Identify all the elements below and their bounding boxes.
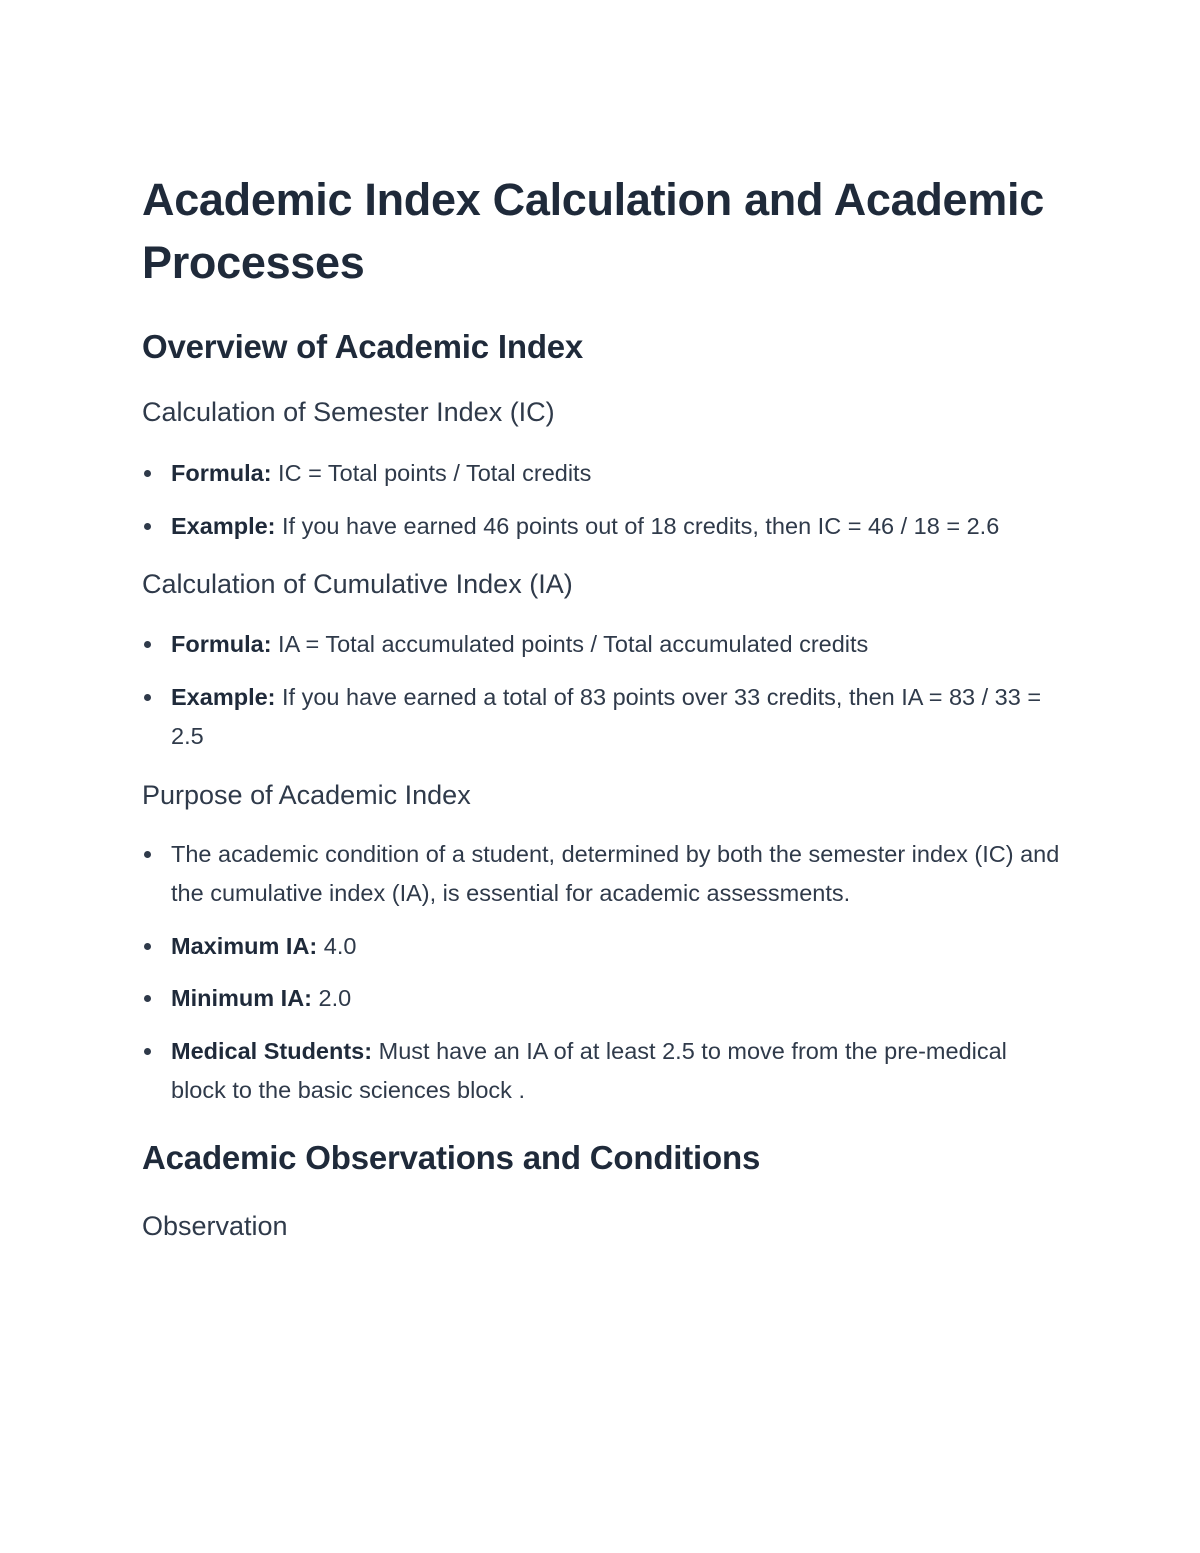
item-label: Minimum IA:	[171, 985, 312, 1011]
list-item	[142, 454, 1062, 494]
item-text: 4.0	[317, 932, 357, 959]
document-page	[142, 168, 1062, 1244]
subheading-cumulative-index: Calculation of Cumulative Index (IA)	[142, 569, 573, 599]
purpose-list	[142, 835, 1062, 1111]
item-text: Must have an IA of at least 2.5 to move from the pre-medical block to the basic sciences block .	[171, 1037, 1007, 1103]
subheading-observation: Observation	[142, 1210, 288, 1241]
list-item	[142, 1032, 1062, 1111]
semester-index-list	[142, 454, 1062, 546]
subheading-semester-index: Calculation of Semester Index (IC)	[142, 397, 555, 427]
item-label: Formula:	[171, 631, 272, 657]
list-item	[142, 507, 1062, 547]
item-label: Medical Students:	[171, 1037, 373, 1064]
section-heading-overview: Overview of Academic Index	[142, 328, 584, 365]
item-text: IC = Total points / Total credits	[271, 460, 592, 486]
item-label: Maximum IA:	[171, 932, 318, 959]
page-title: Academic Index Calculation and Academic Processes	[142, 174, 1044, 288]
item-text: 2.0	[312, 985, 352, 1011]
list-item	[142, 927, 1062, 967]
cumulative-index-list	[142, 625, 1062, 757]
item-text: IA = Total accumulated points / Total accumulated credits	[271, 631, 869, 657]
subheading-purpose: Purpose of Academic Index	[142, 779, 471, 810]
item-text: If you have earned 46 points out of 18 credits, then IC = 46 / 18 = 2.6	[275, 512, 1000, 539]
list-item	[142, 979, 1062, 1019]
list-item	[142, 835, 1062, 914]
item-text: If you have earned a total of 83 points over 33 credits, then IA = 83 / 33 = 2.5	[171, 683, 1042, 749]
list-item	[142, 678, 1062, 757]
item-label: Example:	[171, 683, 276, 710]
section-heading-observations: Academic Observations and Conditions	[142, 1138, 761, 1176]
list-item	[142, 625, 1062, 665]
item-label: Formula:	[171, 460, 272, 486]
item-text: The academic condition of a student, determined by both the semester index (IC) and the cumulative index (IA), is essential for academic assessments.	[171, 840, 1060, 906]
item-label: Example:	[171, 512, 276, 539]
